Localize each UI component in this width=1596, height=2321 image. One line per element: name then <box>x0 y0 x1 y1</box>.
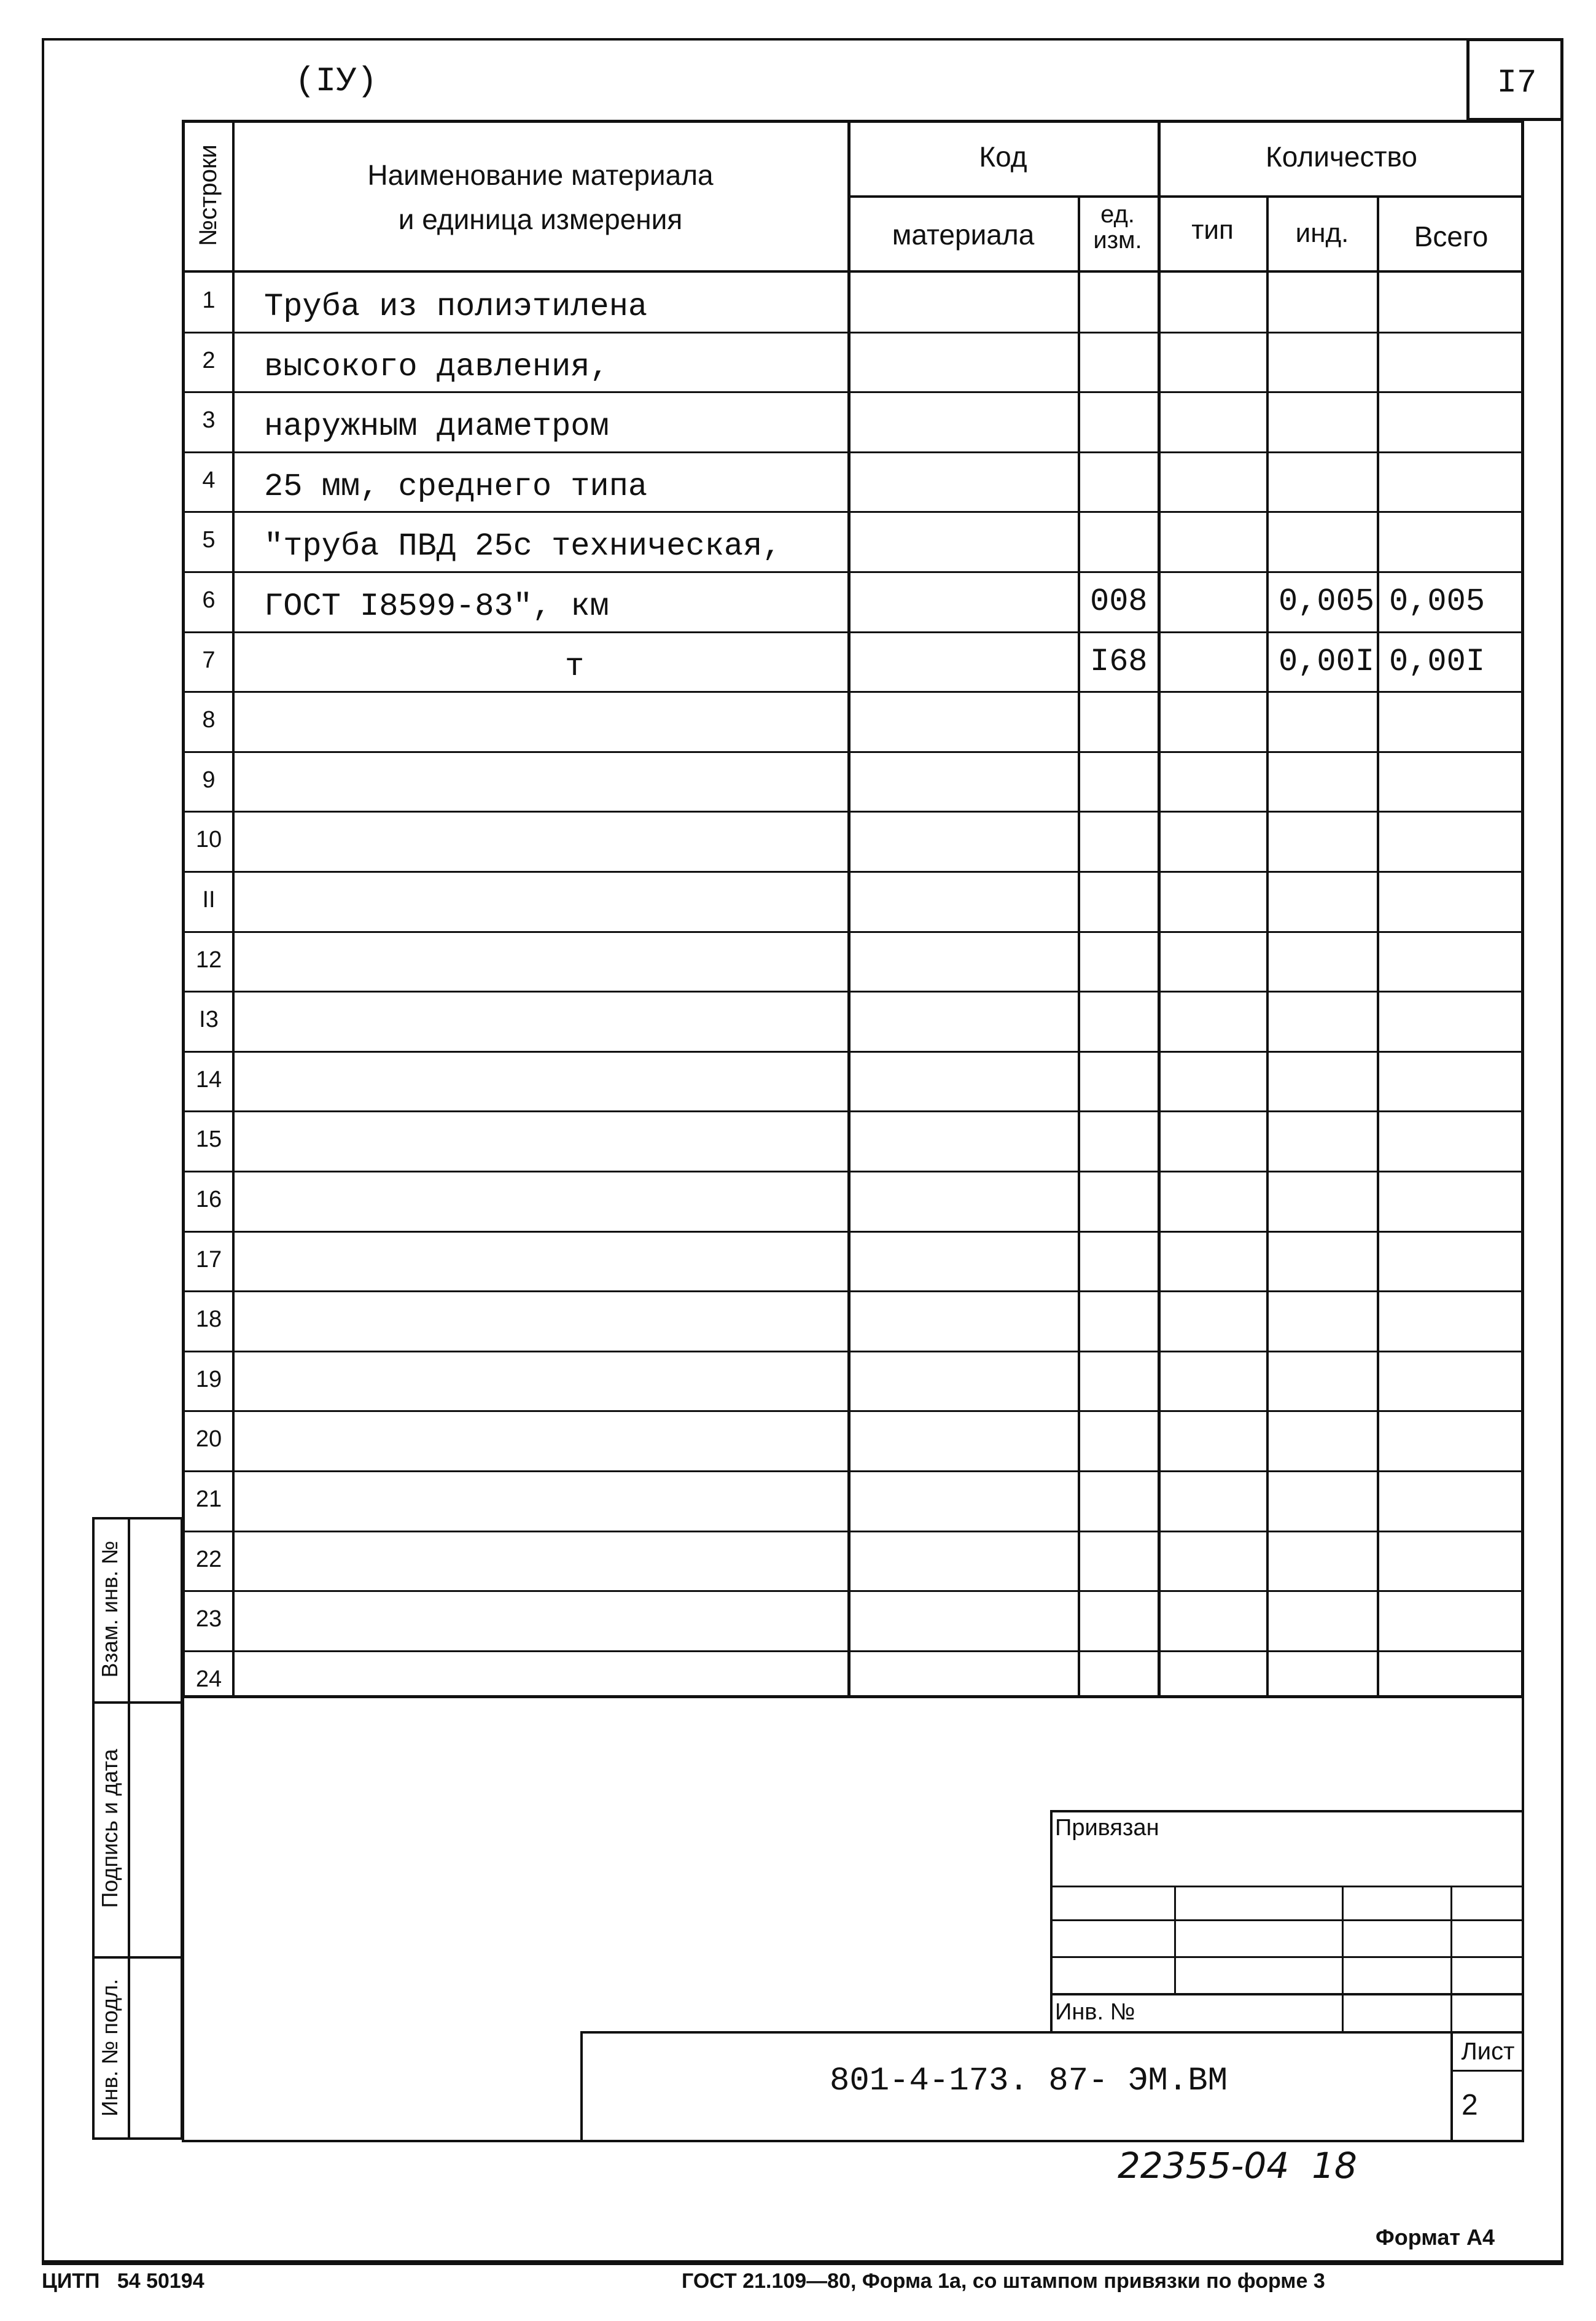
col-header-name-line1: Наименование материала <box>367 159 714 191</box>
handwritten-archive-number: 22355-04 18 <box>1118 2145 1357 2186</box>
stamp-col-line-2 <box>1342 1886 1344 2031</box>
row-separator <box>182 691 1524 693</box>
material-name-cell: т <box>565 649 585 685</box>
row-number: I3 <box>199 1007 219 1032</box>
bottom-area-left-line <box>182 1698 184 2140</box>
col-line-material <box>1078 195 1080 1698</box>
header-bottom-line <box>182 270 1524 273</box>
material-name-cell: ГОСТ I8599-83", км <box>264 588 609 625</box>
row-separator <box>182 631 1524 633</box>
side-stamp-vzam: Взам. инв. № <box>97 1540 122 1678</box>
list-label: Лист <box>1461 2038 1515 2065</box>
col-header-ind: инд. <box>1295 218 1349 248</box>
row-separator <box>182 751 1524 753</box>
row-separator <box>182 1290 1524 1292</box>
material-name-cell: "труба ПВД 25с техническая, <box>264 528 782 564</box>
row-separator <box>182 1650 1524 1652</box>
title-block-top-line <box>580 2031 1524 2034</box>
row-separator <box>182 571 1524 573</box>
footer-left: ЦИТП 54 50194 <box>42 2269 204 2293</box>
row-separator <box>182 391 1524 393</box>
row-separator <box>182 511 1524 513</box>
row-separator <box>182 991 1524 993</box>
title-block-left-line <box>580 2031 583 2142</box>
stamp-row-line-3 <box>1050 1956 1524 1958</box>
row-number: 1 <box>202 287 216 313</box>
side-stamp-inv-podl: Инв. № подл. <box>97 1978 122 2117</box>
row-number: 18 <box>195 1306 222 1332</box>
row-number: 5 <box>202 527 216 553</box>
row-number: 15 <box>195 1126 222 1152</box>
row-number: 20 <box>195 1426 222 1452</box>
row-separator <box>182 1410 1524 1412</box>
row-number: 21 <box>195 1486 222 1512</box>
row-separator <box>182 1110 1524 1112</box>
row-number: 19 <box>195 1367 222 1392</box>
footer-format: Формат А4 <box>1376 2225 1495 2250</box>
col-header-row-number: №строки <box>195 144 222 246</box>
row-separator <box>182 811 1524 813</box>
row-separator <box>182 1531 1524 1532</box>
row-number: II <box>202 887 216 913</box>
sheet-number: I7 <box>1497 64 1537 102</box>
section-mark: (IУ) <box>295 61 378 101</box>
qty-total-cell: 0,00I <box>1389 644 1485 680</box>
col-header-material-code: материала <box>892 219 1035 251</box>
row-number: 16 <box>195 1187 222 1212</box>
row-number: 12 <box>195 947 222 973</box>
material-name-cell: 25 мм, среднего типа <box>264 469 648 505</box>
col-header-total: Всего <box>1414 220 1489 252</box>
col-header-type: тип <box>1191 215 1234 245</box>
stamp-row-line-1 <box>1050 1886 1524 1887</box>
row-separator <box>182 1231 1524 1233</box>
row-separator <box>182 1171 1524 1172</box>
col-header-name-line2: и единица измерения <box>398 203 683 235</box>
row-separator <box>182 1051 1524 1053</box>
row-number: 8 <box>202 707 216 733</box>
row-separator <box>182 871 1524 873</box>
qty-ind-cell: 0,00I <box>1279 644 1375 680</box>
col-line-unit <box>1158 120 1161 1698</box>
material-name-cell: Труба из полиэтилена <box>264 289 648 325</box>
stamp-col-line-3 <box>1450 1886 1452 2031</box>
unit-code-cell: 008 <box>1090 583 1148 620</box>
row-number: 23 <box>195 1606 222 1632</box>
col-line-ind <box>1377 195 1379 1698</box>
row-number: 2 <box>202 348 216 373</box>
stamp-row-line-2 <box>1050 1919 1524 1921</box>
row-separator <box>182 1470 1524 1472</box>
row-number: 17 <box>195 1247 222 1273</box>
row-number: 7 <box>202 647 216 673</box>
row-number: 9 <box>202 767 216 793</box>
material-name-cell: наружным диаметром <box>264 408 609 445</box>
stamp-col-line-1 <box>1174 1886 1176 1993</box>
list-value: 2 <box>1462 2089 1478 2121</box>
row-separator <box>182 1590 1524 1592</box>
col-header-code: Код <box>979 141 1027 173</box>
side-stamp-divider <box>128 1517 130 2140</box>
stamp-inv-no: Инв. № <box>1055 1999 1135 2025</box>
row-number: 10 <box>195 827 222 852</box>
row-separator <box>182 931 1524 933</box>
row-separator <box>182 1351 1524 1352</box>
footer-right: ГОСТ 21.109—80, Форма 1а, со штампом привязки по форме 3 <box>682 2269 1325 2293</box>
col-line-name <box>847 120 851 1698</box>
stamp-row-line-4 <box>1050 1993 1524 1995</box>
header-mid-line <box>847 195 1524 198</box>
row-separator <box>182 451 1524 453</box>
row-number: 14 <box>195 1067 222 1093</box>
side-stamp-line-1 <box>92 1701 183 1704</box>
stamp-top-line <box>1050 1810 1524 1812</box>
material-name-cell: высокого давления, <box>264 349 609 385</box>
bottom-base-line <box>182 2140 1524 2142</box>
footer-line <box>42 2263 1563 2265</box>
stamp-privyazan: Привязан <box>1055 1815 1159 1841</box>
unit-code-cell: I68 <box>1090 644 1148 680</box>
col-header-quantity: Количество <box>1265 141 1418 173</box>
row-number: 22 <box>195 1547 222 1572</box>
col-line-type <box>1266 195 1269 1698</box>
row-number: 3 <box>202 407 216 433</box>
qty-total-cell: 0,005 <box>1389 583 1485 620</box>
row-number: 24 <box>195 1666 222 1692</box>
row-number: 4 <box>202 467 216 493</box>
qty-ind-cell: 0,005 <box>1279 583 1375 620</box>
document-designation: 801-4-173. 87- ЭМ.ВМ <box>829 2062 1228 2100</box>
row-separator <box>182 332 1524 334</box>
side-stamp-podpis: Подпись и дата <box>97 1749 122 1908</box>
title-block-list-divider <box>1450 2070 1524 2072</box>
row-number: 6 <box>202 587 216 613</box>
col-header-unit-code: ед. изм. <box>1093 201 1142 254</box>
